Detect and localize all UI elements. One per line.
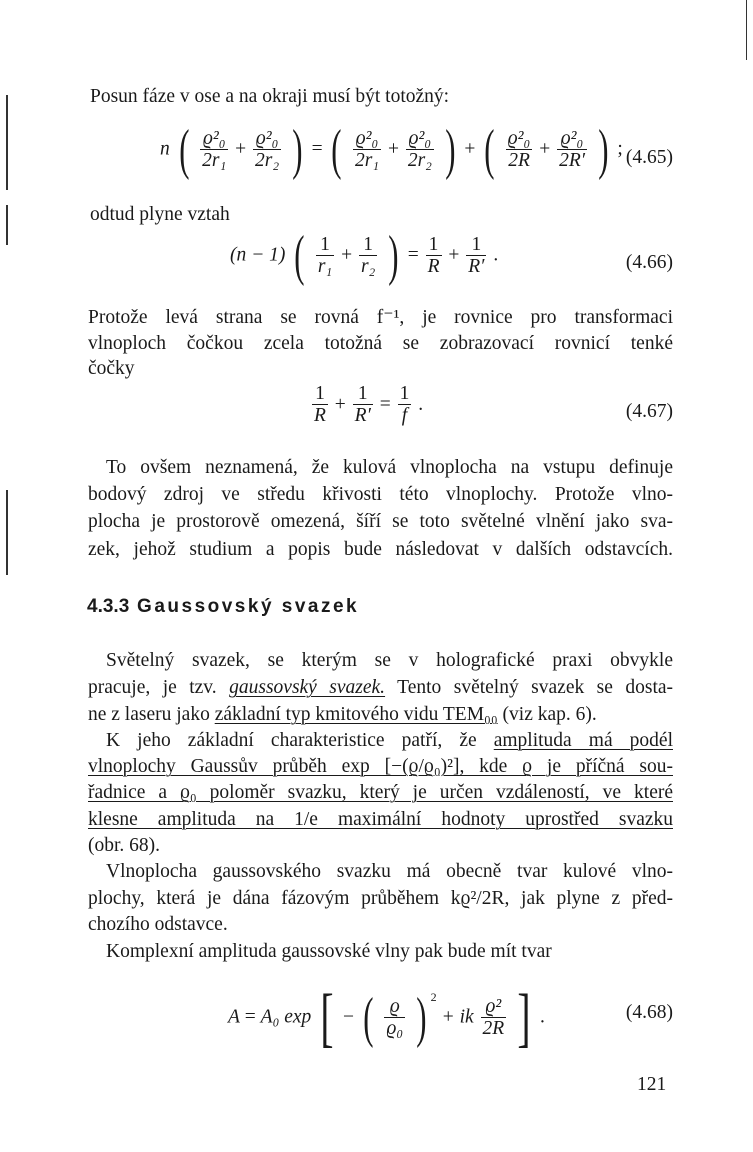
para2-line1: To ovšem neznamená, že kulová vlnoplocha na vstupu definuje (106, 457, 673, 478)
eq467-frac1: $\frac{1}{R}$ (314, 383, 326, 427)
margin-mark-left-3 (6, 490, 8, 575)
margin-mark-left-2 (6, 205, 8, 245)
para3-line1: Světelný svazek, se kterým se v holografické praxi obvykle (106, 650, 673, 671)
section-number: 4.3.3 (87, 596, 130, 617)
eq465-paren-open: ( (178, 119, 190, 181)
eq465-frac6: $\frac{\text{ϱ²₀}}{2R'}$ (559, 127, 585, 172)
para5-line3: chozího odstavce. (88, 914, 228, 935)
para5-line2: plochy, která je dána fázovým průběhem kϱ²/2R, jak plyne z před- (88, 888, 673, 909)
equation-4-66: (n − 1) ( $\frac{1}{\text{r₁}}$ + $\frac{1}{\text{r₂}}$ ) = $\frac{1}{R}$ + $\frac{1}{R'}$ . (230, 225, 499, 287)
section-heading (87, 597, 359, 616)
para2-line3: plocha je prostorově omezená, šíří se toto světelné vlnění jako sva- (88, 511, 673, 532)
term-zakladni-typ: základní typ kmitového vidu TEM₀₀ (214, 704, 498, 725)
odtud-line: odtud plyne vztah (90, 204, 230, 225)
eq468-number: (4.68) (625, 1002, 673, 1023)
para4-line4: klesne amplituda na 1/e maximální hodnoty uprostřed svazku (88, 809, 673, 830)
term-gaussovsky-svazek: gaussovský svazek. (229, 677, 386, 698)
eq467-frac3: $\frac{1}{f}$ (399, 383, 410, 427)
equation-4-65: n ( $\frac{\text{ϱ²₀}}{\text{2r₁}}$ + $\frac{\text{ϱ²₀}}{\text{2r₂}}$ ) = ( $\frac{\text{ϱ²₀}}{\text{2r₁}}$ + $\frac{\text{ϱ²₀}}{\text{2r₂}}$ ) + ( $\frac{\text{ϱ²₀}}{2R}$ + $\frac{\text{ϱ²₀}}{2R'}$ ) ; (160, 119, 623, 181)
margin-mark-left (6, 95, 8, 190)
section-title: Gaussovský svazek (137, 596, 360, 617)
para1-line2: vlnoploch čočkou zcela totožná se zobrazovací rovnicí tenké (88, 333, 673, 354)
eq465-frac3: $\frac{\text{ϱ²₀}}{\text{2r₁}}$ (354, 127, 380, 172)
para1-line3: čočky (88, 358, 135, 379)
para4-line3: řadnice a ϱ₀ poloměr svazku, který je určen vzdáleností, ve které (88, 782, 673, 803)
intro-line: Posun fáze v ose a na okraji musí být totožný: (90, 86, 450, 107)
eq467-frac2: $\frac{1}{R'}$ (354, 383, 371, 427)
para1-line1: Protože levá strana se rovná f⁻¹, je rovnice pro transformaci (88, 307, 673, 328)
para2-line2: bodový zdroj ve středu křivosti této vlnoplochy. Protože vlno- (88, 484, 673, 505)
para5-line1: Vlnoplocha gaussovského svazku má obecně tvar kulové vlno- (106, 861, 673, 882)
para4-line2: vlnoplochy Gaussův průběh exp [−(ϱ/ϱ₀)²], kde ϱ je příčná sou- (88, 756, 673, 777)
para4-line1: K jeho základní charakteristice patří, že amplituda má podél (106, 730, 673, 751)
eq466-frac3: $\frac{1}{R}$ (427, 233, 440, 278)
eq465-n: n (160, 138, 170, 160)
page-number: 121 (637, 1074, 667, 1095)
eq465-number: (4.65) (625, 147, 673, 168)
eq465-frac1: $\frac{\text{ϱ²₀}}{\text{2r₁}}$ (202, 127, 227, 172)
eq468-frac2: $\frac{\text{ϱ²}}{2R}$ (482, 995, 505, 1040)
para2-line4: zek, jehož studium a popis bude následovat v dalších odstavcích. (88, 539, 673, 560)
eq465-frac4: $\frac{\text{ϱ²₀}}{\text{2r₂}}$ (407, 127, 432, 172)
margin-mark-right (746, 0, 748, 60)
eq466-frac2: $\frac{1}{\text{r₂}}$ (360, 233, 376, 278)
eq467-number: (4.67) (625, 401, 673, 422)
eq465-frac2: $\frac{\text{ϱ²₀}}{\text{2r₂}}$ (255, 127, 280, 172)
para3-line3: ne z laseru jako základní typ kmitového vidu TEM₀₀ (viz kap. 6). (88, 704, 597, 725)
equation-4-67: $\frac{1}{R}$ + $\frac{1}{R'}$ = $\frac{1}{f}$ . (314, 383, 424, 427)
para4-line5: (obr. 68). (88, 835, 161, 856)
equation-4-68: A = A₀ exp [ − ( $\frac{ϱ}{\text{ϱ₀}}$ ) $^2$ + ik $\frac{\text{ϱ²}}{2R}$ ] . (228, 981, 545, 1054)
eq466-frac1: $\frac{1}{\text{r₁}}$ (317, 233, 333, 278)
eq466-frac4: $\frac{1}{R'}$ (468, 233, 485, 278)
eq465-frac5: $\frac{\text{ϱ²₀}}{2R}$ (507, 127, 531, 172)
para6-line: Komplexní amplituda gaussovské vlny pak bude mít tvar (106, 941, 552, 962)
eq468-frac1: $\frac{ϱ}{\text{ϱ₀}}$ (386, 995, 404, 1040)
eq466-number: (4.66) (625, 252, 673, 273)
para3-line2: pracuje, je tzv. gaussovský svazek. Tento světelný svazek se dosta- (88, 677, 674, 698)
